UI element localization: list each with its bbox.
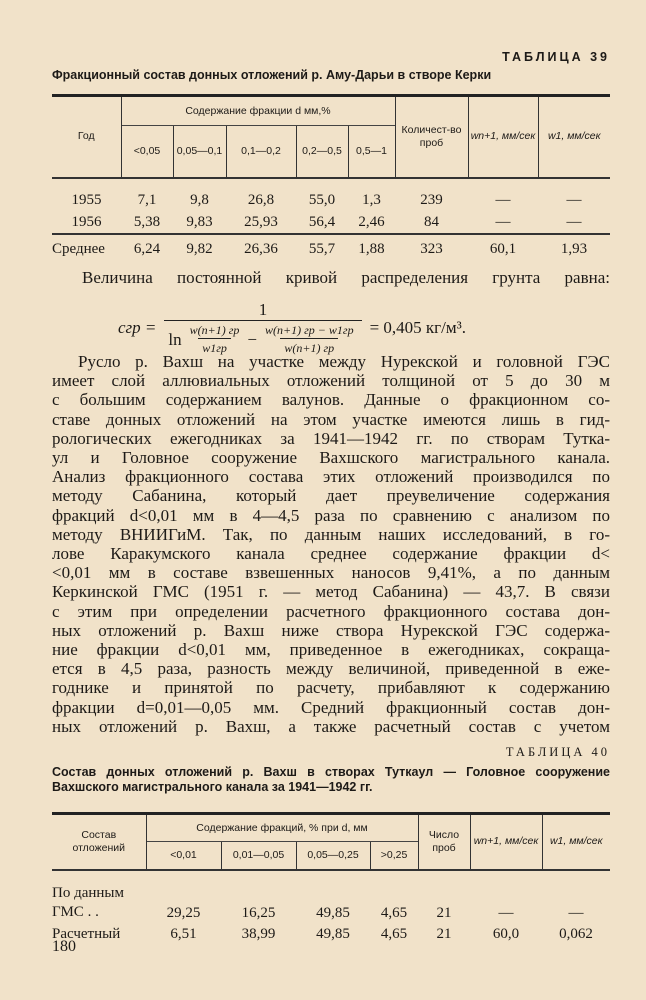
cell: 29,25	[166, 904, 201, 921]
paragraph-line: годнике и принятой по расчету, прибавляют к содержанию	[52, 678, 610, 698]
header-fraction: 0,2—0,5	[296, 126, 348, 178]
header-count: Число проб	[418, 814, 470, 870]
table-39-caption: ТАБЛИЦА 39	[502, 50, 610, 64]
cell: 25,93	[244, 213, 278, 230]
formula-lhs: cгр =	[118, 318, 157, 337]
cell: 55,0	[308, 192, 336, 208]
cell: 1,93	[538, 234, 610, 264]
cell: 60,0	[492, 926, 520, 942]
table-39-title: Фракционный состав донных отложений р. Аму-Дарьи в створе Керки	[52, 68, 492, 82]
cell: —	[566, 192, 582, 208]
cell: 60,1	[468, 234, 538, 264]
cell: Среднее	[52, 234, 121, 264]
cell: 9,83	[186, 213, 213, 230]
paragraph-line: фракции d=0,01—0,05 мм. Средний фракционный состав дон-	[52, 697, 610, 717]
cell: 1,88	[348, 234, 395, 264]
paragraph-line: ул и Головное сооружение Вахшского магистрального канала.	[52, 448, 610, 468]
cell: 16,25	[241, 904, 276, 921]
formula	[118, 300, 466, 356]
paragraph-line: Русло р. Вахш на участке между Нурекской и головной ГЭС	[78, 352, 610, 371]
header-fraction: <0,05	[121, 126, 173, 178]
paragraph-line: фракций d<0,01 мм в 4—4,5 раза по сравнению с анализом по	[52, 505, 610, 525]
header-fraction-group: Содержание фракций, % при d, мм	[146, 814, 418, 842]
cell: 1956	[71, 213, 102, 230]
cell: —	[495, 192, 511, 208]
cell: 4,65	[380, 904, 408, 921]
formula-a-num: w(n+1) гр	[189, 323, 240, 337]
cell: 5,38	[133, 213, 161, 230]
page-number: 180	[52, 938, 76, 955]
paragraph-line: Анализ фракционного состава этих отложений производился по	[52, 467, 610, 487]
cell: 0,062	[559, 926, 593, 942]
table-row	[52, 190, 610, 212]
formula-minus: −	[247, 329, 258, 349]
formula-b-num: w(n+1) гр − w1гр	[265, 323, 354, 337]
formula-b-den: w(n+1) гр	[280, 338, 338, 356]
cell: 7,1	[137, 192, 157, 208]
cell: 1,3	[362, 192, 381, 208]
table-40	[52, 812, 610, 948]
paragraph-line: ных отложений р. Вахш, а также расчетный состав с учетом	[52, 716, 610, 736]
paragraph-line: методу Сабанина, который дает преувеличение содержания	[52, 486, 610, 506]
cell: 49,85	[316, 926, 350, 942]
cell: 49,85	[316, 904, 350, 921]
header-fraction: 0,05—0,25	[296, 842, 370, 870]
cell: 323	[395, 234, 468, 264]
formula-ln: ln	[168, 329, 182, 349]
cell: 56,4	[308, 213, 336, 230]
header-wn1: wn+1, мм/сек	[470, 814, 542, 870]
cell: —	[498, 904, 514, 921]
formula-a-den: w1гр	[198, 338, 231, 356]
header-count: Количест-во проб	[395, 96, 468, 178]
table-row-average	[52, 234, 610, 264]
formula-numerator: 1	[258, 300, 268, 319]
header-fraction: 0,05—0,1	[173, 126, 226, 178]
paragraph-line: рологических ежегодниках за 1941—1942 гг. по створам Тутка-	[52, 428, 610, 448]
header-fraction: 0,1—0,2	[226, 126, 296, 178]
paragraph-line: лове Каракумского канала среднее содержание фракции d<	[52, 544, 610, 564]
table-row	[52, 882, 610, 922]
formula-result: = 0,405 кг/м³.	[369, 318, 466, 337]
paragraph-line: ных отложений р. Вахш ниже створа Нурекской ГЭС содержа-	[52, 620, 610, 640]
cell: 239	[420, 192, 443, 208]
header-fraction: <0,01	[146, 842, 221, 870]
header-year: Год	[52, 96, 121, 178]
paragraph-line: Керкинской ГМС (1951 г. — метод Сабанина) — 43,7. В связи	[52, 582, 610, 602]
paragraph-line: с большим содержанием валунов. Данные о фракционном со-	[52, 390, 610, 410]
table-row	[52, 922, 610, 948]
table-40-caption: ТАБЛИЦА 40	[505, 745, 610, 759]
header-w1: w1, мм/сек	[542, 814, 610, 870]
cell: 26,36	[226, 234, 296, 264]
body-paragraph	[52, 352, 610, 736]
paragraph-line: методу ВНИИГиМ. Так, по данным наших исследований, в го-	[52, 524, 610, 544]
cell: 21	[436, 904, 452, 921]
cell: 9,82	[173, 234, 226, 264]
header-fraction-group: Содержание фракции d мм,%	[121, 96, 395, 126]
cell: 4,65	[380, 926, 408, 942]
cell: 55,7	[296, 234, 348, 264]
cell: —	[495, 213, 511, 230]
cell: 21	[436, 926, 452, 942]
cell: 1955	[71, 192, 102, 208]
header-fraction: >0,25	[370, 842, 418, 870]
cell: —	[568, 904, 584, 921]
cell: 26,8	[247, 192, 275, 208]
header-w1: w1, мм/сек	[538, 96, 610, 178]
table-40-title: Состав донных отложений р. Вахш в створах Туткаул — Головное сооружение Вахшского магистрального канала за 1941—1942 гг.	[52, 765, 610, 794]
paragraph-line: с этим при определении расчетного фракционного состава дон-	[52, 601, 610, 621]
cell: —	[566, 213, 582, 230]
cell: 84	[424, 213, 439, 230]
paragraph-line: имеет слой аллювиальных отложений толщиной от 5 до 30 м	[52, 371, 610, 391]
cell: 6,51	[170, 926, 197, 942]
cell: По данным ГМС . .	[52, 884, 124, 920]
header-fraction: 0,5—1	[348, 126, 395, 178]
cell: 6,24	[121, 234, 173, 264]
header-composition: Состав отложений	[52, 814, 146, 870]
paragraph-line: ется в 4,5 раза, разность между величиной, приведенной в еже-	[52, 659, 610, 679]
paragraph-line: ставе донных отложений на этом участке имеются лишь в гид-	[52, 409, 610, 429]
paragraph-line: ние фракции d<0,01 мм, приведенное в ежегодниках, сокраща-	[52, 640, 610, 660]
formula-intro: Величина постоянной кривой распределения грунта равна:	[82, 268, 610, 287]
cell: 2,46	[358, 213, 385, 230]
cell: Расчетный	[52, 926, 121, 942]
header-wn1: wn+1, мм/сек	[468, 96, 538, 178]
table-39	[52, 94, 610, 264]
cell: 38,99	[241, 926, 276, 942]
header-fraction: 0,01—0,05	[221, 842, 296, 870]
cell: 9,8	[190, 192, 209, 208]
table-row	[52, 212, 610, 234]
paragraph-line: <0,01 мм в составе взвешенных наносов 9,41%, а по данным	[52, 563, 610, 583]
